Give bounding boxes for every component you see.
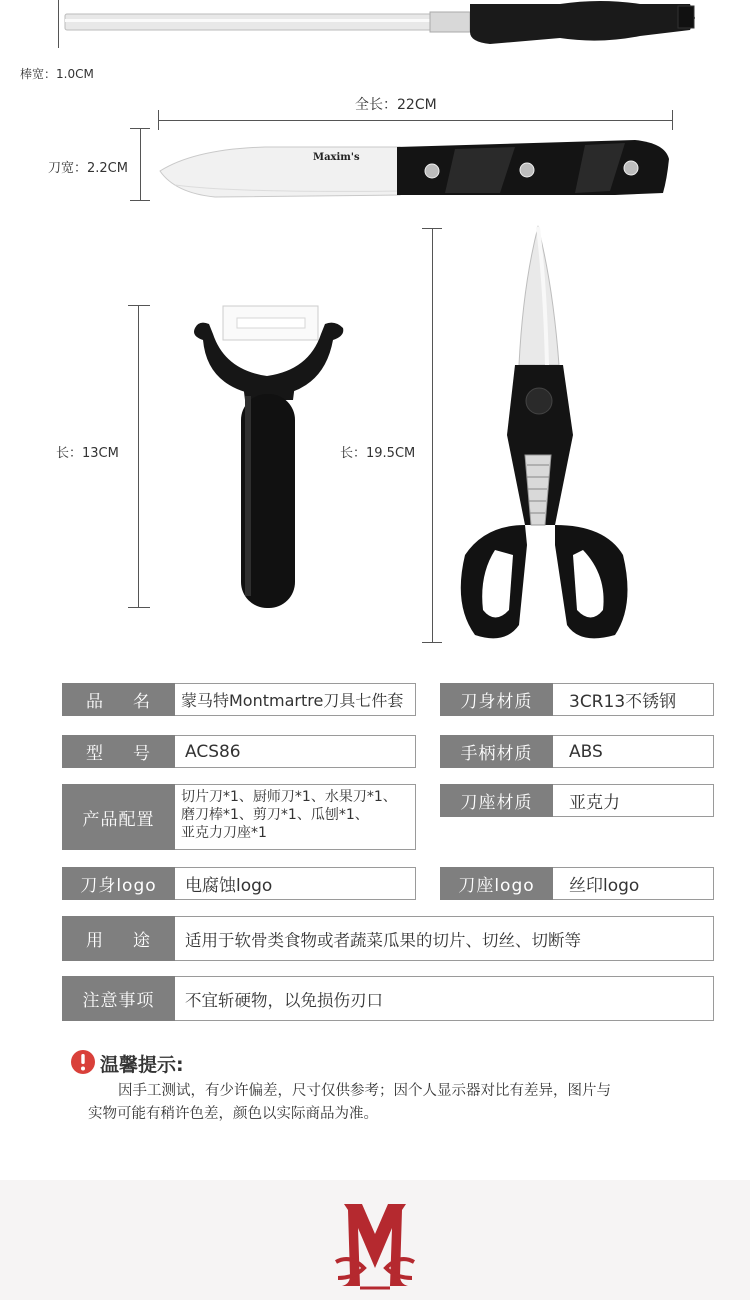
exclamation-circle-icon <box>70 1049 96 1075</box>
spec-block-material-value: 亚克力 <box>553 784 714 817</box>
spec-block-material-key: 刀座材质 <box>440 784 553 817</box>
total-length-tick-left <box>158 110 159 130</box>
scissors-image <box>455 225 635 650</box>
spec-blade-logo-key: 刀身logo <box>62 867 175 900</box>
rod-width-label: 棒宽：1.0CM <box>20 67 94 81</box>
spec-handle-material-value: ABS <box>553 735 714 768</box>
blade-width-indicator <box>140 128 141 200</box>
spec-config-line-3: 亚克力刀座*1 <box>181 825 267 841</box>
spec-model-key-char-1: 型 <box>86 744 104 764</box>
total-length-indicator <box>158 120 672 121</box>
spec-notice-key: 注意事项 <box>62 976 175 1021</box>
scissors-length-tick-top <box>422 228 442 229</box>
spec-name-key <box>62 683 175 716</box>
peeler-length-tick-bottom <box>128 607 150 608</box>
spec-usage-key-char-2: 途 <box>133 931 151 951</box>
spec-config-line-1: 切片刀*1、厨师刀*1、水果刀*1、 <box>181 789 397 805</box>
blade-width-label: 刀宽：2.2CM <box>48 161 128 176</box>
spec-usage-value: 适用于软骨类食物或者蔬菜瓜果的切片、切丝、切断等 <box>175 916 714 961</box>
spec-name-key-char-2: 名 <box>133 692 151 712</box>
blade-width-tick-bottom <box>130 200 150 201</box>
spec-name-key-char-1: 品 <box>86 692 104 712</box>
spec-blade-material-value: 3CR13不锈钢 <box>553 683 714 716</box>
blade-width-tick-top <box>130 128 150 129</box>
honing-rod-image <box>0 0 750 60</box>
peeler-length-tick-top <box>128 305 150 306</box>
spec-config-key: 产品配置 <box>62 784 175 850</box>
spec-handle-material-key: 手柄材质 <box>440 735 553 768</box>
spec-model-key <box>62 735 175 768</box>
tips-line-2: 实物可能有稍许色差，颜色以实际商品为准。 <box>88 1106 378 1122</box>
spec-block-logo-value: 丝印logo <box>553 867 714 900</box>
brand-m-logo <box>330 1198 420 1294</box>
spec-model-value: ACS86 <box>175 735 416 768</box>
spec-block-logo-key: 刀座logo <box>440 867 553 900</box>
spec-blade-logo-value: 电腐蚀logo <box>175 867 416 900</box>
spec-blade-material-key: 刀身材质 <box>440 683 553 716</box>
spec-config-line-2: 磨刀棒*1、剪刀*1、瓜刨*1、 <box>181 807 369 823</box>
tips-line-1: 因手工测试，有少许偏差，尺寸仅供参考；因个人显示器对比有差异，图片与 <box>118 1083 611 1099</box>
peeler-image <box>185 300 360 610</box>
spec-model-key-char-2: 号 <box>133 744 151 764</box>
spec-notice-value: 不宜斩硬物，以免损伤刃口 <box>175 976 714 1021</box>
spec-config-value <box>175 784 416 850</box>
spec-usage-key-char-1: 用 <box>86 931 104 951</box>
total-length-tick-right <box>672 110 673 130</box>
peeler-length-label: 长：13CM <box>56 446 119 461</box>
peeler-length-indicator <box>138 305 139 607</box>
spec-usage-key <box>62 916 175 961</box>
knife-brand-print: Maxim's <box>313 152 360 163</box>
spec-name-value: 蒙马特Montmartre刀具七件套 <box>175 683 416 716</box>
total-length-label: 全长：22CM <box>355 97 437 113</box>
scissors-length-indicator <box>432 228 433 642</box>
scissors-length-tick-bottom <box>422 642 442 643</box>
rod-width-indicator <box>58 0 59 48</box>
tips-title: 温馨提示: <box>100 1054 184 1076</box>
scissors-length-label: 长：19.5CM <box>340 446 416 461</box>
fruit-knife-image <box>155 135 675 205</box>
